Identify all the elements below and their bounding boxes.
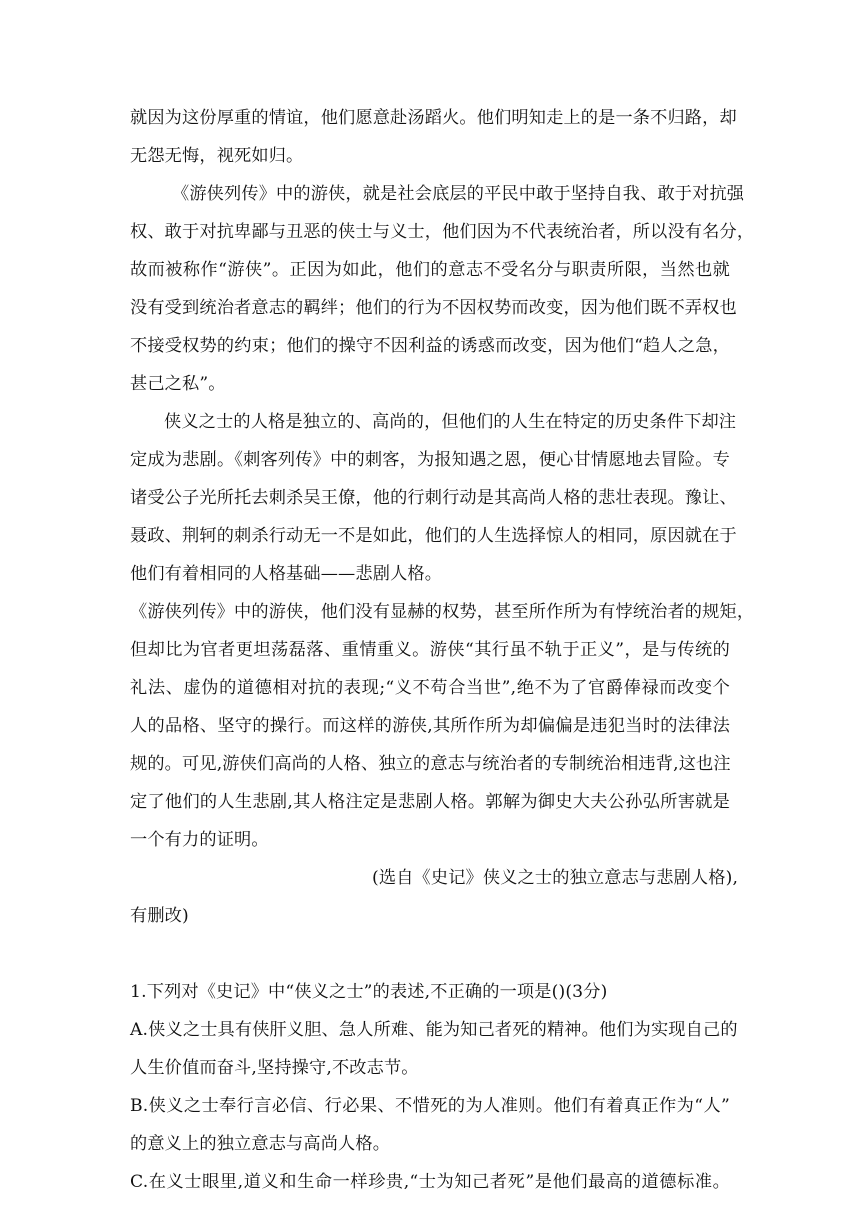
text-line: 聂政、荆轲的刺杀行动无一不是如此，他们的人生选择惊人的相同，原因就在于: [130, 526, 737, 546]
text-line: 但却比为官者更坦荡磊落、重情重义。游侠“其行虽不轨于正义”，是与传统的: [130, 640, 730, 660]
text-line: 诸受公子光所托去刺杀吴王僚，他的行刺行动是其高尚人格的悲壮表现。豫让、: [130, 488, 737, 508]
text-line: 定了他们的人生悲剧,其人格注定是悲剧人格。郭解为御史大夫公孙弘所害就是: [130, 792, 730, 812]
text-line: 规的。可见,游侠们高尚的人格、独立的意志与统治者的专制统治相违背,这也注: [130, 754, 731, 774]
text-line: 他们有着相同的人格基础——悲剧人格。: [130, 564, 443, 584]
text-line: 《游侠列传》中的游侠，就是社会底层的平民中敢于坚持自我、敢于对抗强: [172, 184, 745, 204]
option-a: A.侠义之士具有侠肝义胆、急人所难、能为知己者死的精神。他们为实现自己的: [130, 1020, 738, 1040]
text-line: 就因为这份厚重的情谊，他们愿意赴汤蹈火。他们明知走上的是一条不归路，却: [130, 108, 737, 128]
text-line: 一个有力的证明。: [130, 830, 269, 850]
text-line: 没有受到统治者意志的羁绊；他们的行为不因权势而改变，因为他们既不弄权也: [130, 298, 737, 318]
text-line: 《游侠列传》中的游侠，他们没有显赫的权势，甚至所作所为有悖统治者的规矩，: [130, 602, 755, 622]
question-stem: 1.下列对《史记》中“侠义之士”的表述,不正确的一项是()(3分): [130, 982, 608, 1002]
source-citation-continued: 有删改): [130, 906, 189, 926]
text-line: 不接受权势的约束；他们的操守不因利益的诱惑而改变，因为他们“趋人之急，: [130, 336, 730, 356]
text-line: 侠义之士的人格是独立的、高尚的，但他们的人生在特定的历史条件下却注: [164, 412, 737, 432]
option-c: C.在义士眼里,道义和生命一样珍贵,“士为知己者死”是他们最高的道德标准。: [130, 1172, 730, 1192]
source-citation: (选自《史记》侠义之士的独立意志与悲剧人格),: [372, 868, 739, 888]
text-line: 权、敢于对抗卑鄙与丑恶的侠士与义士，他们因为不代表统治者，所以没有名分，: [130, 222, 755, 242]
text-line: 无怨无悔，视死如归。: [130, 146, 304, 166]
option-b-continued: 的意义上的独立意志与高尚人格。: [130, 1134, 391, 1154]
option-a-continued: 人生价值而奋斗,坚持操守,不改志节。: [130, 1058, 419, 1078]
text-line: 人的品格、坚守的操行。而这样的游侠,其所作所为却偏偏是违犯当时的法律法: [130, 716, 730, 736]
text-line: 定成为悲剧。《刺客列传》中的刺客，为报知遇之恩，便心甘情愿地去冒险。专: [130, 450, 730, 470]
option-b: B.侠义之士奉行言必信、行必果、不惜死的为人准则。他们有着真正作为“人”: [130, 1096, 730, 1116]
text-line: 礼法、虚伪的道德相对抗的表现;“义不苟合当世”,绝不为了官爵俸禄而改变个: [130, 678, 730, 698]
text-line: 甚己之私”。: [130, 374, 226, 394]
text-line: 故而被称作“游侠”。正因为如此，他们的意志不受名分与职责所限，当然也就: [130, 260, 730, 280]
